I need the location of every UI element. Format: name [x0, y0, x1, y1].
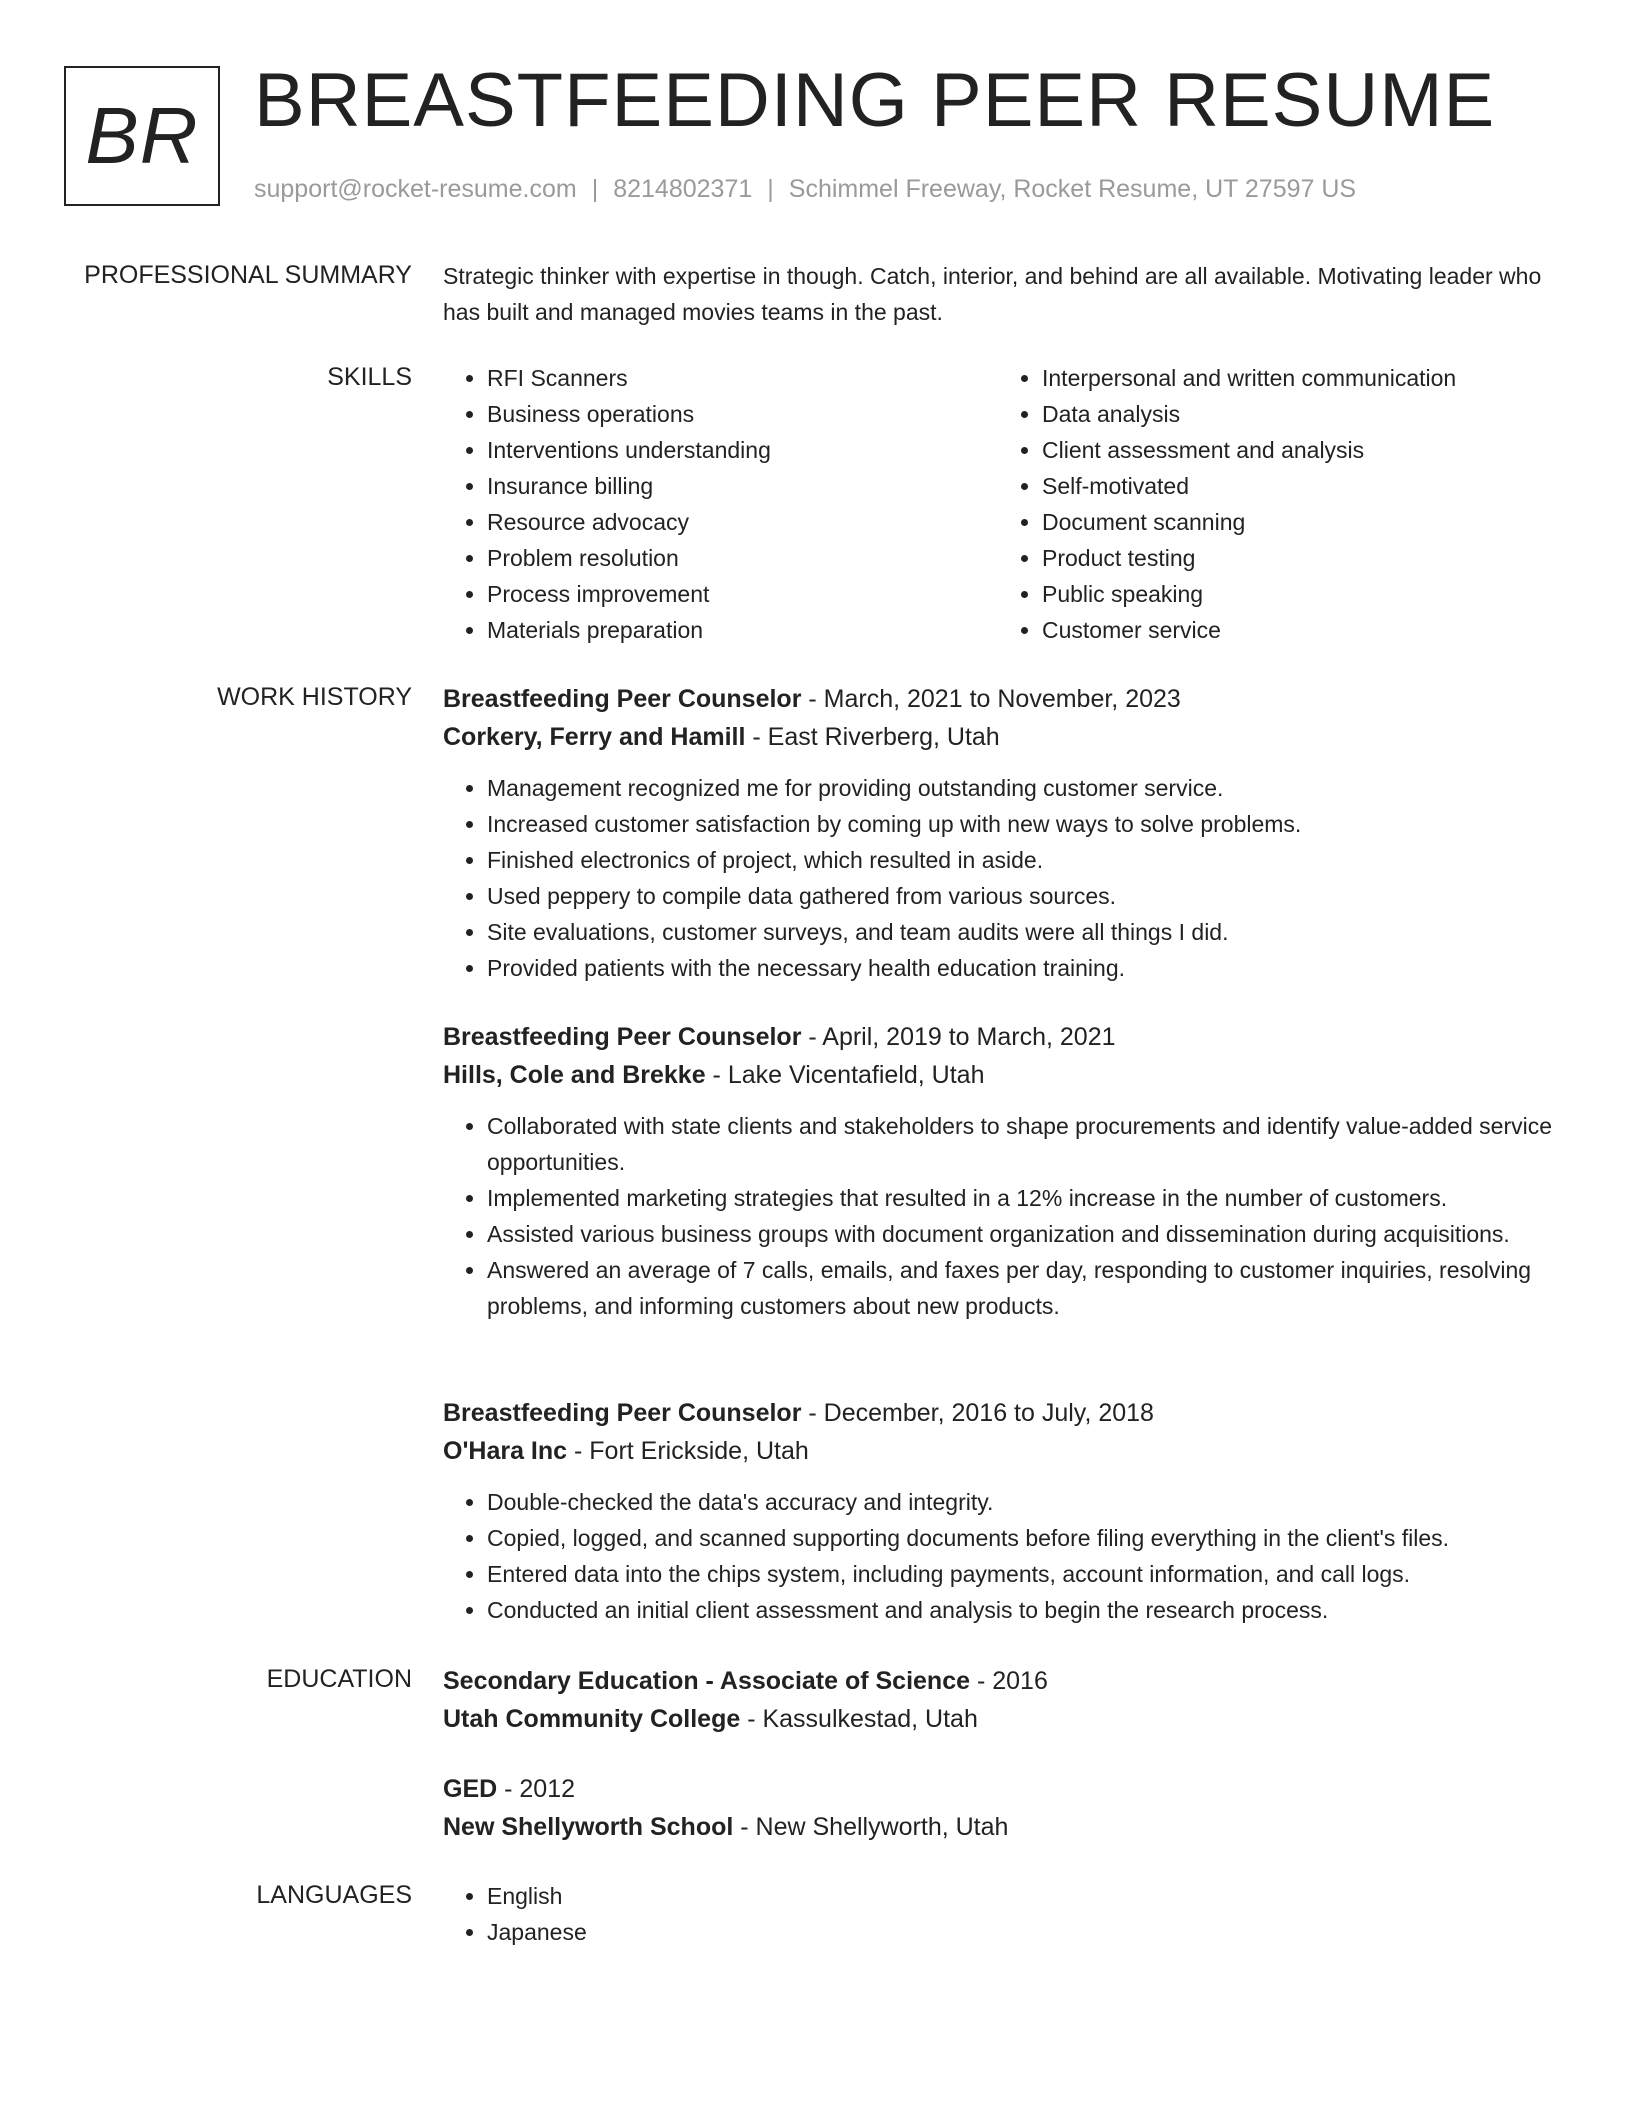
work-history-label: WORK HISTORY	[217, 683, 412, 711]
job-dates: - March, 2021 to November, 2023	[801, 685, 1181, 713]
contact-separator: |	[591, 175, 599, 203]
skill-item: • Client assessment and analysis	[1042, 432, 1553, 468]
school-location: - New Shellyworth, Utah	[733, 1813, 1009, 1841]
skills-columns	[443, 360, 1553, 648]
job-location: - East Riverberg, Utah	[745, 723, 1000, 751]
job-title: Breastfeeding Peer Counselor	[443, 685, 802, 713]
skill-item: • RFI Scanners	[487, 360, 998, 396]
job-duty: • Finished electronics of project, which resulted in aside.	[487, 842, 1553, 878]
job-duty: • Management recognized me for providing outstanding customer service.	[487, 770, 1553, 806]
monogram-logo: BR	[64, 66, 220, 206]
skill-item: • Materials preparation	[487, 612, 998, 648]
skill-item: • Public speaking	[1042, 576, 1553, 612]
skill-item: • Product testing	[1042, 540, 1553, 576]
job-duty: • Assisted various business groups with document organization and dissemination during acquisitions.	[487, 1216, 1553, 1252]
job-company: O'Hara Inc	[443, 1437, 568, 1465]
language-item: • Japanese	[487, 1914, 1553, 1950]
education-entry	[443, 1662, 1553, 1738]
job-duties	[443, 1108, 1553, 1324]
job-duty: • Increased customer satisfaction by coming up with new ways to solve problems.	[487, 806, 1553, 842]
job-duty: • Answered an average of 7 calls, emails, and faxes per day, responding to customer inquiries, resolving problems, and informing customers about new products.	[487, 1252, 1553, 1324]
education-entry	[443, 1770, 1553, 1846]
resume-title: BREASTFEEDING PEER RESUME	[254, 58, 1496, 143]
language-item: • English	[487, 1878, 1553, 1914]
degree-name: Secondary Education - Associate of Science	[443, 1667, 971, 1695]
job-duty: • Conducted an initial client assessment and analysis to begin the research process.	[487, 1592, 1553, 1628]
contact-separator: |	[767, 175, 774, 203]
job-duty: • Provided patients with the necessary health education training.	[487, 950, 1553, 986]
degree-year: - 2016	[970, 1667, 1048, 1695]
skills-body	[443, 360, 1553, 648]
summary-text: Strategic thinker with expertise in though. Catch, interior, and behind are all available. Motivating leader who has built and managed movies teams in the past.	[443, 263, 1542, 325]
skill-item: • Resource advocacy	[487, 504, 998, 540]
job-title-line	[443, 680, 1553, 718]
job-duty: • Site evaluations, customer surveys, and team audits were all things I did.	[487, 914, 1553, 950]
school-line	[443, 1808, 1553, 1846]
job-location: - Lake Vicentafield, Utah	[705, 1061, 985, 1089]
job-dates: - April, 2019 to March, 2021	[801, 1023, 1116, 1051]
degree-year: - 2012	[497, 1775, 576, 1803]
summary-body	[443, 258, 1553, 330]
school-name: New Shellyworth School	[443, 1813, 734, 1841]
skill-item: • Self-motivated	[1042, 468, 1553, 504]
job-duties	[443, 1484, 1553, 1628]
school-name: Utah Community College	[443, 1705, 741, 1733]
school-location: - Kassulkestad, Utah	[740, 1705, 978, 1733]
skill-item: • Interpersonal and written communication	[1042, 360, 1553, 396]
job-entry	[443, 680, 1553, 986]
contact-line	[254, 172, 1356, 206]
job-company-line	[443, 1056, 1553, 1094]
skill-item: • Business operations	[487, 396, 998, 432]
degree-name: GED	[443, 1775, 498, 1803]
job-title: Breastfeeding Peer Counselor	[443, 1023, 802, 1051]
contact-email: support@rocket-resume.com	[254, 175, 577, 203]
job-company: Hills, Cole and Brekke	[443, 1061, 706, 1089]
job-duty: • Copied, logged, and scanned supporting documents before filing everything in the client's files.	[487, 1520, 1553, 1556]
education-label: EDUCATION	[266, 1665, 412, 1693]
job-duties	[443, 770, 1553, 986]
skill-item: • Interventions understanding	[487, 432, 998, 468]
job-location: - Fort Erickside, Utah	[567, 1437, 809, 1465]
skills-list-left	[443, 360, 998, 648]
languages-label: LANGUAGES	[256, 1881, 412, 1909]
job-entry	[443, 1018, 1553, 1324]
skill-item: • Problem resolution	[487, 540, 998, 576]
languages-body	[443, 1878, 1553, 1950]
job-duty: • Double-checked the data's accuracy and integrity.	[487, 1484, 1553, 1520]
skill-item: • Insurance billing	[487, 468, 998, 504]
languages-list	[443, 1878, 1553, 1950]
job-duty: • Collaborated with state clients and stakeholders to shape procurements and identify value-added service opportunities.	[487, 1108, 1553, 1180]
skill-item: • Data analysis	[1042, 396, 1553, 432]
job-company-line	[443, 1432, 1553, 1470]
job-company-line	[443, 718, 1553, 756]
job-duty: • Implemented marketing strategies that resulted in a 12% increase in the number of customers.	[487, 1180, 1553, 1216]
job-duty: • Used peppery to compile data gathered from various sources.	[487, 878, 1553, 914]
job-title: Breastfeeding Peer Counselor	[443, 1399, 802, 1427]
skill-item: • Process improvement	[487, 576, 998, 612]
job-dates: - December, 2016 to July, 2018	[801, 1399, 1154, 1427]
contact-phone: 8214802371	[613, 175, 753, 203]
job-duty: • Entered data into the chips system, including payments, account information, and call logs.	[487, 1556, 1553, 1592]
skill-item: • Document scanning	[1042, 504, 1553, 540]
job-entry	[443, 1394, 1553, 1628]
skill-item: • Customer service	[1042, 612, 1553, 648]
job-company: Corkery, Ferry and Hamill	[443, 723, 746, 751]
skills-label: SKILLS	[327, 363, 412, 391]
contact-address: Schimmel Freeway, Rocket Resume, UT 27597 US	[788, 175, 1357, 203]
summary-label: PROFESSIONAL SUMMARY	[84, 261, 412, 289]
job-title-line	[443, 1018, 1553, 1056]
degree-line	[443, 1770, 1553, 1808]
degree-line	[443, 1662, 1553, 1700]
school-line	[443, 1700, 1553, 1738]
job-title-line	[443, 1394, 1553, 1432]
skills-list-right	[998, 360, 1553, 648]
